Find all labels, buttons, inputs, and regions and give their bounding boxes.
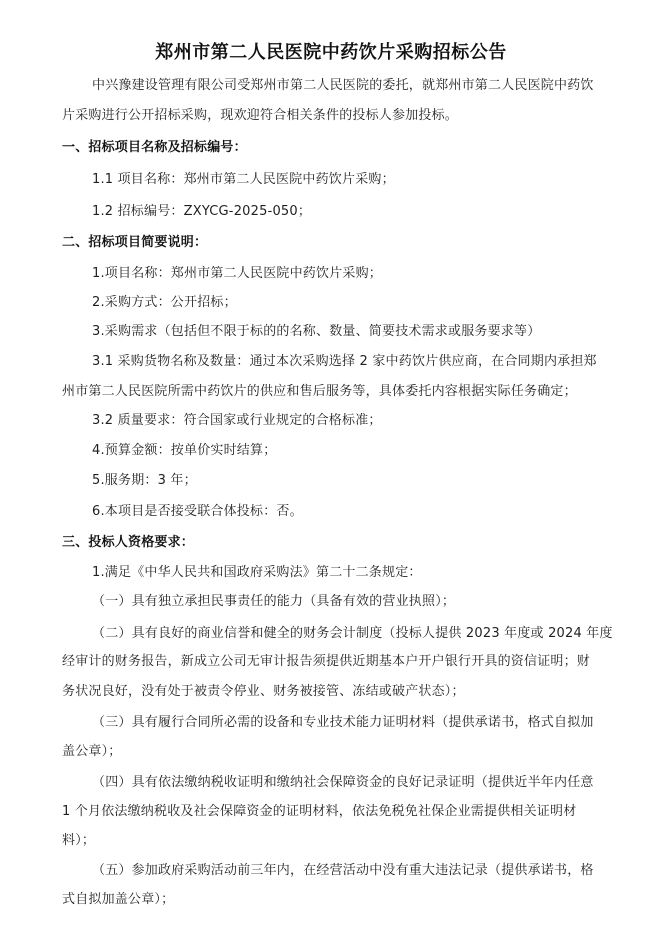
section-3-sub-5-line-1: （五）参加政府采购活动前三年内，在经营活动中没有重大违法记录（提供承诺书，格 bbox=[92, 863, 594, 878]
section-3-sub-2-line-1: （二）具有良好的商业信誉和健全的财务会计制度（投标人提供 2023 年度或 2024 年度 bbox=[92, 626, 613, 641]
section-2-item-3-2: 3.2 质量要求：符合国家或行业规定的合格标准； bbox=[92, 413, 382, 428]
intro-line-1: 中兴豫建设管理有限公司受郑州市第二人民医院的委托，就郑州市第二人民医院中药饮 bbox=[92, 78, 594, 93]
section-1-item-1: 1.1 项目名称：郑州市第二人民医院中药饮片采购； bbox=[92, 172, 395, 187]
section-2-item-5: 5.服务期：3 年； bbox=[92, 473, 197, 488]
section-2-item-6: 6.本项目是否接受联合体投标：否。 bbox=[92, 504, 303, 519]
section-2-item-4: 4.预算金额：按单价实时结算； bbox=[92, 443, 277, 458]
section-1-item-2: 1.2 招标编号：ZXYCG-2025-050； bbox=[92, 204, 312, 219]
section-3-sub-3-line-2: 盖公章）； bbox=[62, 744, 122, 759]
section-3-sub-4-line-3: 料）； bbox=[62, 833, 96, 848]
section-2-heading: 二、招标项目简要说明： bbox=[62, 235, 208, 250]
section-3-sub-5-line-2: 式自拟加盖公章）； bbox=[62, 892, 175, 907]
section-3-heading: 三、投标人资格要求： bbox=[62, 535, 195, 550]
section-3-sub-3-line-1: （三）具有履行合同所必需的设备和专业技术能力证明材料（提供承诺书，格式自拟加 bbox=[92, 715, 594, 730]
page-title: 郑州市第二人民医院中药饮片采购招标公告 bbox=[155, 42, 507, 63]
section-3-sub-4-line-1: （四）具有依法缴纳税收证明和缴纳社会保障资金的良好记录证明（提供近半年内任意 bbox=[92, 775, 594, 790]
section-3-sub-4-line-2: 1 个月依法缴纳税收及社会保障资金的证明材料，依法免税免社保企业需提供相关证明材 bbox=[62, 804, 577, 819]
section-2-item-3-1-line-2: 州市第二人民医院所需中药饮片的供应和售后服务等，具体委托内容根据实际任务确定； bbox=[62, 384, 577, 399]
section-3-sub-1: （一）具有独立承担民事责任的能力（具备有效的营业执照）； bbox=[92, 594, 456, 609]
section-2-item-3: 3.采购需求（包括但不限于标的的名称、数量、简要技术需求或服务要求等） bbox=[92, 324, 541, 339]
intro-line-2: 片采购进行公开招标采购，现欢迎符合相关条件的投标人参加投标。 bbox=[62, 108, 459, 123]
section-1-heading: 一、招标项目名称及招标编号： bbox=[62, 140, 247, 155]
section-3-sub-2-line-3: 务状况良好，没有处于被责令停业、财务被接管、冻结或破产状态）； bbox=[62, 684, 465, 699]
section-2-item-3-1-line-1: 3.1 采购货物名称及数量：通过本次采购选择 2 家中药饮片供应商，在合同期内承担郑 bbox=[92, 354, 597, 369]
section-3-sub-2-line-2: 经审计的财务报告，新成立公司无审计报告须提供近期基本户开户银行开具的资信证明；财 bbox=[62, 654, 591, 669]
section-2-item-2: 2.采购方式：公开招标； bbox=[92, 295, 237, 310]
section-3-item-1: 1.满足《中华人民共和国政府采购法》第二十二条规定： bbox=[92, 565, 422, 580]
section-2-item-1: 1.项目名称：郑州市第二人民医院中药饮片采购； bbox=[92, 266, 383, 281]
